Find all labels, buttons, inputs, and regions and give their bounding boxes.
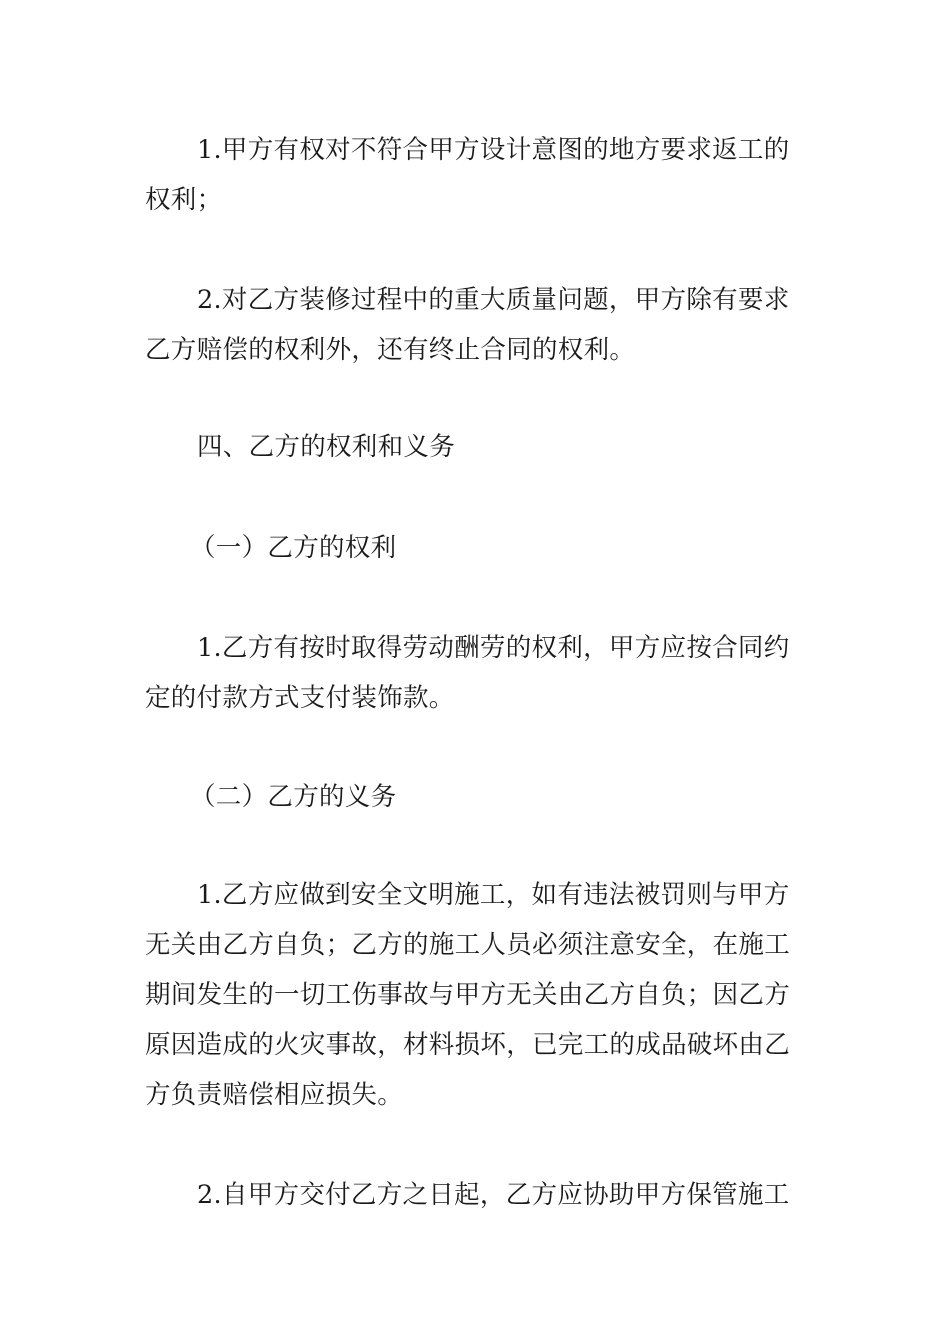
paragraph-1-line-2: 权利； xyxy=(145,185,223,215)
paragraph-4-line-4: 原因造成的火灾事故，材料损坏，已完工的成品破坏由乙 xyxy=(145,1030,791,1060)
subheading-obligations: （二）乙方的义务 xyxy=(190,782,397,812)
paragraph-4-line-2: 无关由乙方自负；乙方的施工人员必须注意安全，在施工 xyxy=(145,930,791,960)
paragraph-3-line-1: 1.乙方有按时取得劳动酬劳的权利，甲方应按合同约 xyxy=(197,633,790,663)
subheading-rights: （一）乙方的权利 xyxy=(190,533,397,563)
paragraph-5-line-1: 2.自甲方交付乙方之日起，乙方应协助甲方保管施工 xyxy=(197,1180,790,1210)
paragraph-4-line-3: 期间发生的一切工伤事故与甲方无关由乙方自负；因乙方 xyxy=(145,980,791,1010)
paragraph-4-line-1: 1.乙方应做到安全文明施工，如有违法被罚则与甲方 xyxy=(197,880,790,910)
paragraph-2-line-1: 2.对乙方装修过程中的重大质量问题，甲方除有要求 xyxy=(197,285,790,315)
paragraph-3-line-2: 定的付款方式支付装饰款。 xyxy=(145,683,455,713)
paragraph-2-line-2: 乙方赔偿的权利外，还有终止合同的权利。 xyxy=(145,335,636,365)
paragraph-1-line-1: 1.甲方有权对不符合甲方设计意图的地方要求返工的 xyxy=(197,135,790,165)
paragraph-4-line-5: 方负责赔偿相应损失。 xyxy=(145,1080,404,1110)
section-heading-4: 四、乙方的权利和义务 xyxy=(197,432,456,462)
